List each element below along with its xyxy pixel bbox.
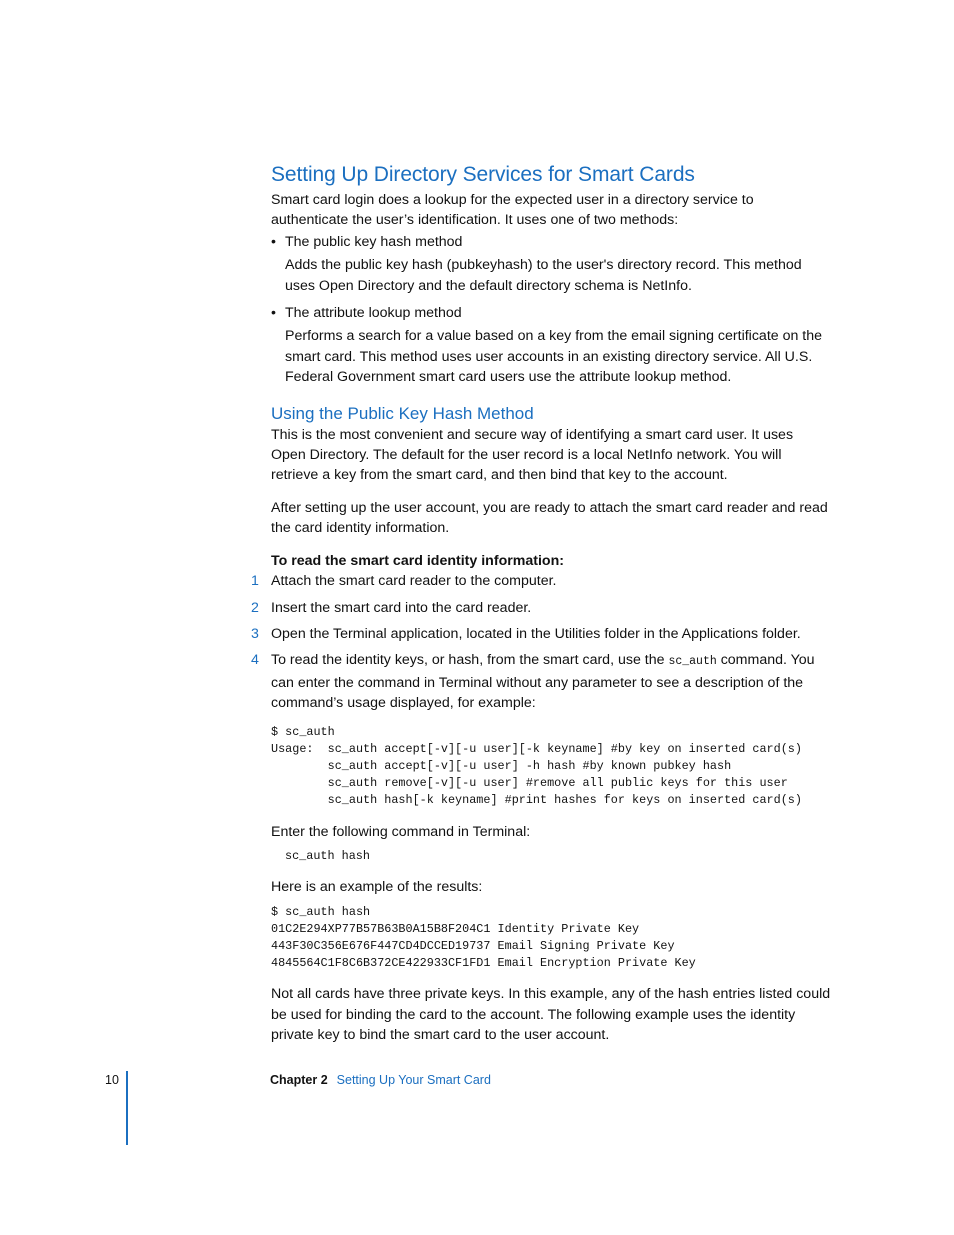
step-number: 2 [251,599,259,616]
step-text-after: command. You can enter the command in Terminal without any parameter to see a description of the command’s usage displayed, for example: [271,652,815,712]
step-item [251,571,831,591]
step-number: 3 [251,625,259,642]
results-code-block: $ sc_auth hash 01C2E294XP77B57B63B0A15B8F204C1 Identity Private Key 443F30C356E676F447CD4DCCED19737 Email Signing Private Key 4845564C1F8C6B372CE422933CF1FD1 Email Encryption Private Key [271,904,696,971]
bullet-label: The attribute lookup method [285,305,462,322]
section-intro: Smart card login does a lookup for the expected user in a directory service to authenticate the user’s identification. It uses one of two methods: [271,192,754,229]
step-text-before: To read the identity keys, or hash, from the smart card, use the [271,652,669,669]
step-text: Insert the smart card into the card reader. [271,599,532,616]
step-item [251,650,831,713]
step-number: 1 [251,573,259,590]
bullet-dot: • [271,305,276,322]
command-code-block: sc_auth hash [285,848,370,863]
step-item [251,598,831,618]
section-title: Setting Up Directory Services for Smart Cards [271,163,695,186]
inline-code: sc_auth [668,655,717,669]
bullet-dot: • [271,233,276,250]
paragraph: Not all cards have three private keys. In this example, any of the hash entries listed could be used for binding the card to the account. The following example uses the identity private key to bind the smart card to the user account. [271,986,831,1044]
step-text: Attach the smart card reader to the computer. [271,573,557,590]
usage-code-block: $ sc_auth Usage: sc_auth accept[-v][-u user][-k keyname] #by key on inserted card(s) sc_auth accept[-v][-u user] -h hash #by known pubkey hash sc_auth remove[-v][-u user] #remove all public keys for this user sc_auth hash[-k keyname] #print hashes for keys on inserted card(s) [271,724,802,808]
bullet-item [271,232,831,252]
bullet-item [271,303,831,323]
bullet-description: Adds the public key hash (pubkeyhash) to the user's directory record. This method uses Open Directory and the default directory schema is NetInfo. [285,257,802,294]
chapter-title: Setting Up Your Smart Card [336,1073,491,1087]
content-column [251,161,831,1046]
step-number: 4 [251,652,259,669]
paragraph: Enter the following command in Terminal: [271,823,531,840]
footer-rule [126,1071,128,1145]
steps-heading: To read the smart card identity information: [271,552,564,569]
step-item [251,624,831,644]
paragraph: After setting up the user account, you are ready to attach the smart card reader and read the card identity information. [271,499,828,537]
chapter-label: Chapter 2 [270,1073,328,1087]
page-number: 10 [105,1073,119,1087]
paragraph: This is the most convenient and secure way of identifying a smart card user. It uses Open Directory. The default for the user record is a local NetInfo network. You will retrieve a key from the smart card, and then bind that key to the account. [271,426,794,484]
bullet-label: The public key hash method [285,233,463,250]
step-text: Open the Terminal application, located in the Utilities folder in the Applications folder. [271,625,801,642]
chapter-footer [270,1073,491,1087]
bullet-description: Performs a search for a value based on a key from the email signing certificate on the smart card. This method uses user accounts in an existing directory service. All U.S. Federal Government smart card users use the attribute lookup method. [285,328,823,386]
subsection-title: Using the Public Key Hash Method [271,403,534,423]
paragraph: Here is an example of the results: [271,879,483,896]
